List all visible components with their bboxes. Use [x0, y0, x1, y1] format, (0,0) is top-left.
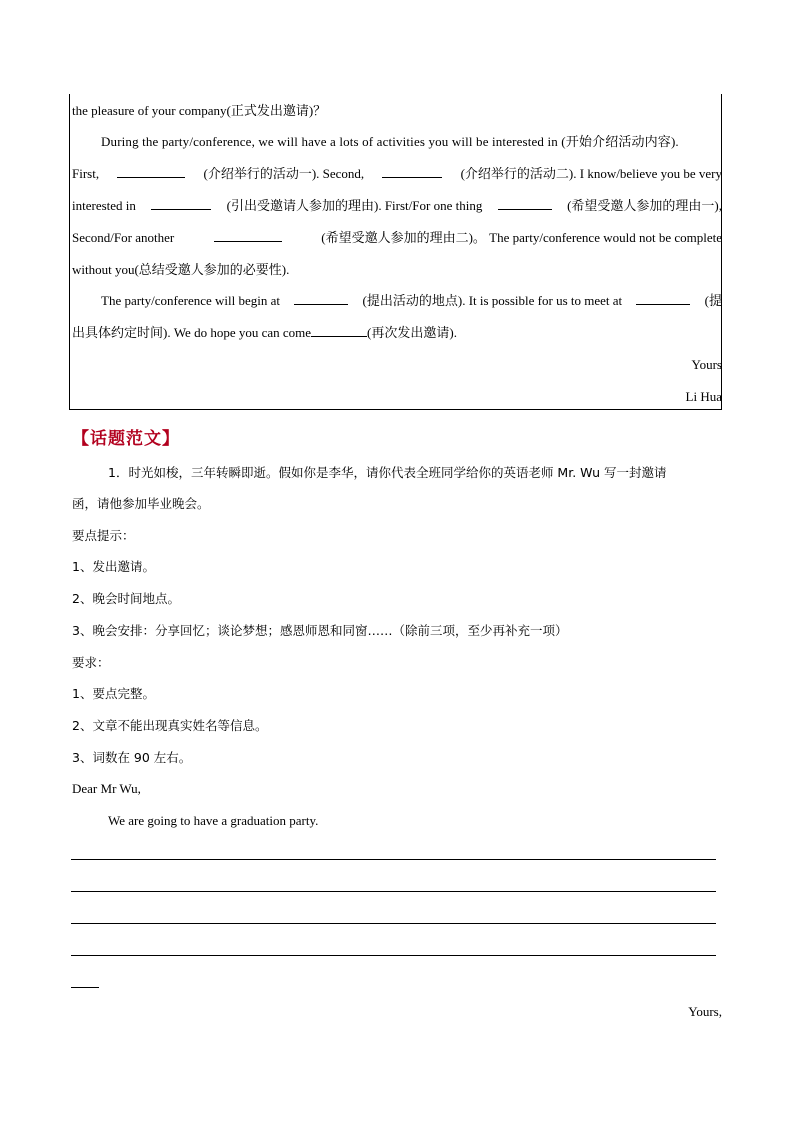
letter-line-7-begin: The party/conference will begin at — [101, 293, 281, 308]
blank-reason-1[interactable] — [498, 197, 552, 210]
writing-line-3[interactable] — [71, 923, 716, 924]
essay-closing: Yours, — [688, 1004, 722, 1019]
letter-line-3 — [72, 165, 722, 183]
blank-reason-2[interactable] — [214, 229, 282, 242]
letter-line-6: without you(总结受邀人参加的必要性). — [72, 262, 290, 277]
blank-reason-intro[interactable] — [151, 197, 211, 210]
task-prompt-line-2: 函，请他参加毕业晚会。 — [72, 496, 210, 511]
writing-line-1[interactable] — [71, 859, 716, 860]
letter-line-5 — [72, 229, 722, 247]
letter-line-8 — [72, 324, 457, 342]
requirement-1: 1、要点完整。 — [72, 686, 155, 701]
opening-sentence: We are going to have a graduation party. — [108, 813, 319, 828]
letter-signature: Li Hua — [685, 389, 722, 404]
writing-line-5[interactable] — [71, 987, 99, 988]
letter-line-4-interested: interested in — [72, 198, 136, 213]
letter-line-3-believe: (介绍举行的活动二). I know/believe you be very — [460, 166, 722, 181]
salutation: Dear Mr Wu, — [72, 781, 141, 796]
letter-line-2-text: During the party/conference, we will have a lots of activities you will be interested in (开始介绍活动内容). — [101, 134, 679, 149]
hint-1: 1、发出邀请。 — [72, 559, 155, 574]
letter-line-8-end: (再次发出邀请). — [367, 325, 457, 340]
requirements-title: 要求： — [72, 655, 110, 670]
letter-line-5-complete: (希望受邀人参加的理由二)。 The party/conference would not be complete — [321, 230, 722, 245]
letter-line-5-another: Second/For another — [72, 230, 175, 245]
blank-activity-2[interactable] — [382, 165, 442, 178]
writing-line-2[interactable] — [71, 891, 716, 892]
blank-time[interactable] — [636, 292, 690, 305]
letter-line-7-ti: (提 — [704, 293, 722, 308]
requirement-3: 3、词数在 90 左右。 — [72, 750, 192, 765]
letter-line-1: the pleasure of your company(正式发出邀请)？ — [72, 103, 327, 118]
letter-line-7 — [101, 292, 722, 310]
letter-line-4-reason-1: (希望受邀人参加的理由一), — [567, 198, 722, 213]
blank-invite-again[interactable] — [311, 324, 367, 337]
requirement-2: 2、文章不能出现真实姓名等信息。 — [72, 718, 268, 733]
writing-line-4[interactable] — [71, 955, 716, 956]
blank-place[interactable] — [294, 292, 348, 305]
letter-line-3-second: (介绍举行的活动一). Second, — [203, 166, 365, 181]
letter-line-8-hope: 出具体约定时间). We do hope you can come — [72, 325, 312, 340]
letter-line-2 — [101, 133, 722, 151]
hints-title: 要点提示： — [72, 528, 135, 543]
hint-3: 3、晚会安排：分享回忆；谈论梦想；感恩师恩和同窗……（除前三项，至少再补充一项） — [72, 623, 568, 638]
letter-line-7-meet: (提出活动的地点). It is possible for us to meet at — [362, 293, 623, 308]
hint-2: 2、晚会时间地点。 — [72, 591, 180, 606]
letter-line-3-first: First, — [72, 166, 100, 181]
letter-line-4-first-thing: (引出受邀请人参加的理由). First/For one thing — [226, 198, 483, 213]
blank-activity-1[interactable] — [117, 165, 185, 178]
section-heading: 【话题范文】 — [72, 429, 180, 449]
letter-line-4 — [72, 197, 722, 215]
task-prompt-line-1: 1．时光如梭，三年转瞬即逝。假如你是李华，请你代表全班同学给你的英语老师 Mr. Wu 写一封邀请 — [108, 465, 667, 480]
letter-closing: Yours — [691, 357, 722, 372]
